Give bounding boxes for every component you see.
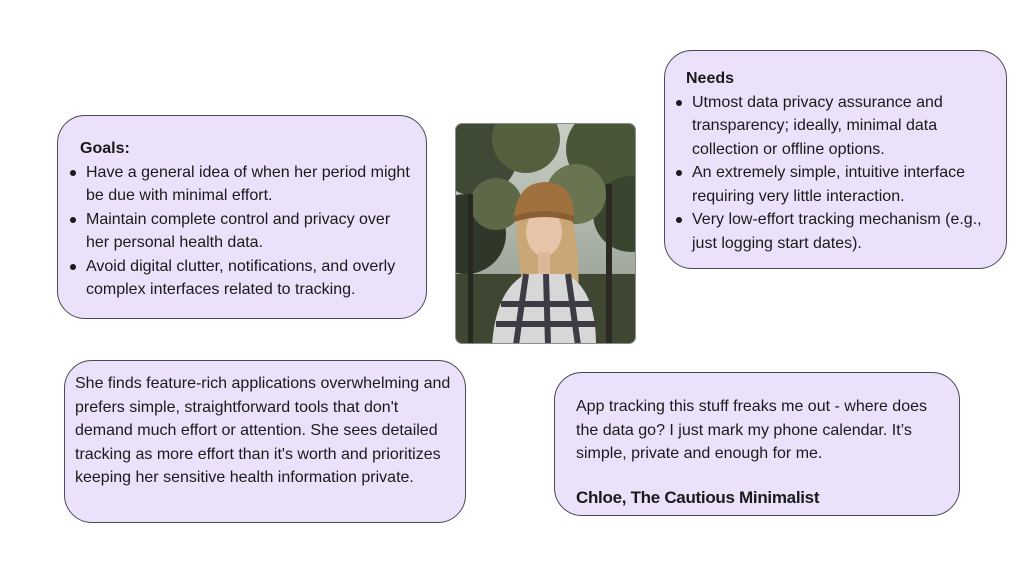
quote-text: App tracking this stuff freaks me out - where does the data go? I just mark my phone calendar. It’s simple, private and enough for me. bbox=[576, 398, 927, 462]
goal-item: Have a general idea of when her period might be due with minimal effort. bbox=[86, 161, 410, 208]
bio-text: She finds feature-rich applications overwhelming and prefers simple, straightforward tools that don't demand much effort or attention. She sees detailed tracking as more effort than it's worth and prioritizes keeping her sensitive health information private. bbox=[75, 375, 451, 486]
goals-card bbox=[57, 115, 427, 319]
goals-heading: Goals: bbox=[80, 140, 130, 157]
needs-card bbox=[664, 50, 1007, 269]
bio-card bbox=[64, 360, 466, 523]
need-item: An extremely simple, intuitive interface requiring very little interaction. bbox=[692, 161, 990, 208]
needs-heading: Needs bbox=[686, 70, 735, 87]
need-item: Very low-effort tracking mechanism (e.g., just logging start dates). bbox=[692, 208, 990, 255]
persona-photo bbox=[455, 123, 636, 344]
quote-card bbox=[554, 372, 960, 516]
goals-list bbox=[64, 161, 410, 302]
needs-list bbox=[670, 91, 990, 256]
goal-item: Avoid digital clutter, notifications, and overly complex interfaces related to tracking. bbox=[86, 255, 410, 302]
need-item: Utmost data privacy assurance and transparency; ideally, minimal data collection or offline options. bbox=[692, 91, 990, 162]
goal-item: Maintain complete control and privacy over her personal health data. bbox=[86, 208, 410, 255]
persona-name: Chloe, The Cautious Minimalist bbox=[576, 487, 820, 507]
